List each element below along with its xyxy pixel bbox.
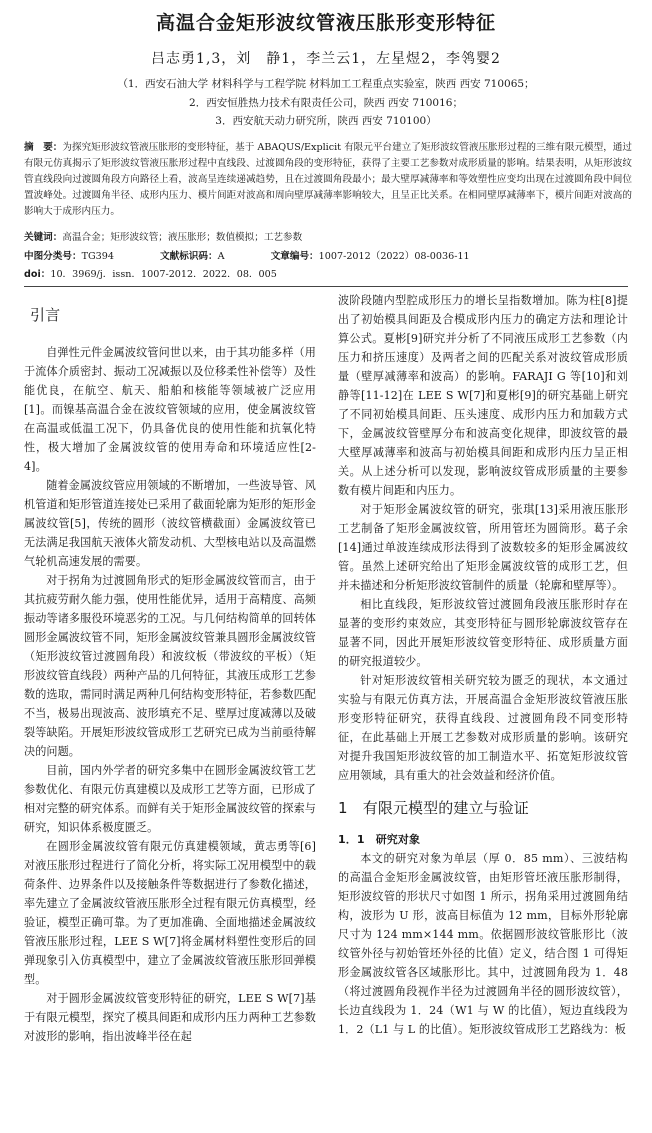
keywords [24,229,632,243]
keywords-text: 高温合金；矩形波纹管；液压胀形；数值模拟；工艺参数 [62,232,303,243]
classification-line [24,248,632,262]
body-paragraph: 波阶段随内型腔成形压力的增长呈指数增加。陈为柱[8]提出了初始模具间距及合模成形内压力的确定方法和理论计算公式。夏彬[9]研究并分析了不同液压成形工艺参数（内压力和挤压速度）及两者之间的匹配关系对波纹管成形质量（壁厚减薄率和波高）的影响。FARAJI G 等[10]和刘静等[11-12]在 LEE S W[7]和夏彬[9]的研究基础上研究了不同初始模具间距、压头速度、成形内压力和加载方式下，金属波纹管壁厚分布和波高变化规律，即波纹管的最大壁厚减薄率和波高与初始模具间距和成形内压力呈正相关。从上述分析可以发现，影响波纹管成形质量的主要参数有模片间距和内压力。 [338,294,628,497]
affiliation-2: 2．西安恒胜热力技术有限责任公司，陕西 西安 710016； [189,97,463,109]
body-paragraph: 在圆形金属波纹管有限元仿真建模领域，黄志勇等[6]对液压胀形过程进行了简化分析，将实际工况用模型中的载荷条件、边界条件以及接触条件等数据进行了参数化描述，率先建立了金属波纹管液压胀形全过程有限元仿真模型，经验证，模型正确可靠。为了更加准确、全面地描述金属波纹管液压胀形过程，LEE S W[7]将金属材料塑性变形后的回弹现象引入仿真模型中，建立了金属波纹管液压胀形回弹模型。 [24,840,316,986]
body-paragraph: 目前，国内外学者的研究多集中在圆形金属波纹管工艺参数优化、有限元仿真建模以及成形工艺等方面，已形成了相对完整的研究体系。而鲜有关于矩形金属波纹管的探索与研究，知识体系极度匮乏。 [24,764,316,834]
body-paragraph: 对于拐角为过渡圆角形式的矩形金属波纹管而言，由于其抗疲劳耐久能力强，使用性能优异，适用于高精度、高频振动等诸多服役环境恶劣的工况。与几何结构简单的回转体圆形金属波纹管不同，矩形金属波纹管兼具圆形金属波纹管（矩形波纹管过渡圆角段）和波纹板（带波纹的平板）（矩形波纹管直线段）两种产品的几何特征，其液压成形工艺参数的选取，需同时满足两种几何结构变形特征，若参数匹配不当，极易出现波高、波形填充不足、壁厚过度减薄以及破裂等缺陷。开展矩形波纹管成形工艺研究已成为当前亟待解决的问题。 [24,574,316,758]
doc-code-label: 文献标识码： [160,251,218,262]
body-paragraph: 针对矩形波纹管相关研究较为匮乏的现状，本文通过实验与有限元仿真方法，开展高温合金矩形波纹管液压胀形变形特征研究，获得直线段、过渡圆角段不同变形特征，在此基础上开展工艺参数对成形质量的影响。该研究对提升我国矩形波纹管的加工制造水平、拓宽矩形波纹管应用领域，具有重大的社会效益和经济价值。 [338,674,628,782]
body-paragraph: 相比直线段，矩形波纹管过渡圆角段液压胀形时存在显著的变形约束效应，其变形特征与圆形轮廓波纹管存在显著不同，因此开展矩形波纹管变形特征、成形质量方面的研究报道较少。 [338,598,628,668]
body-paragraph: 本文的研究对象为单层（厚 0．85 mm）、三波结构的高温合金矩形金属波纹管，由矩形管坯液压胀形制得，矩形波纹管的形状尺寸如图 1 所示，拐角采用过渡圆角结构，波形为 U 形，波高目标值为 12 mm，目标外形轮廓尺寸为 124 mm×144 mm。依据圆形波纹管胀形比（波纹管外径与初始管坯外径的比值）定义，结合图 1 可得矩形金属波纹管各区域胀形比。其中，过渡圆角段为 1．48（将过渡圆角段视作半径为过渡圆角半径的圆形波纹管），长边直线段为 1．24（W1 与 W 的比值），短边直线段为 1．2（L1 与 L 的比值）。矩形波纹管成形工艺路线为：板 [338,852,628,1036]
doi-line [24,266,632,280]
abstract-text: 为探究矩形波纹管液压胀形的变形特征，基于 ABAQUS/Explicit 有限元平台建立了矩形波纹管液压胀形过程的三维有限元模型，通过有限元仿真揭示了矩形波纹管液压胀形过程中直线段、过渡圆角段的变形特征，获得了主要工艺参数对成形质量的影响。结果表明，从矩形波纹管直线段向过渡圆角段方向路径上看，波高呈连续递减趋势，且在过渡圆角段最小；最大壁厚减薄率和等效塑性应变均出现在过渡圆角段中间位置波峰处。过渡圆角半径、成形内压力、模片间距对波高和周向壁厚减薄率影响较大，且呈正比关系。在相同壁厚减薄率下，模片间距对波高的影响大于成形内压力。 [24,142,632,217]
header-divider [24,286,628,287]
doc-code-value: A [217,251,225,262]
author-list: 吕志勇1,3，刘 静1，李兰云1，左星煜2，李鸰婴2 [151,51,501,67]
clc-label: 中图分类号： [24,251,82,262]
body-paragraph: 自弹性元件金属波纹管问世以来，由于其功能多样（用于流体介质密封、振动工况减振以及位移柔性补偿等）及性能优良，在航空、航天、船舶和核能等领域被广泛应用[1]。而镍基高温合金在波纹管领域的应用，使金属波纹管在高温或低温工况下，仍具备优良的使用性能和抗氧化特性，极大增加了金属波纹管的使用寿命和环境适应性[2-4]。 [24,346,316,473]
paper-title: 高温合金矩形波纹管液压胀形变形特征 [155,12,496,34]
body-paragraph: 随着金属波纹管应用领域的不断增加，一些波导管、风机管道和矩形管道连接处已采用了截面轮廓为矩形的矩形金属波纹管[5]，传统的圆形（波纹管横截面）金属波纹管已无法满足我国航天液体火箭发动机、大型核电站以及高温燃气轮机高速发展的需要。 [24,479,316,568]
section-heading-intro: 引言 [30,306,61,324]
affiliation-1: （1．西安石油大学 材料科学与工程学院 材料加工工程重点实验室，陕西 西安 710065； [117,78,535,90]
body-paragraph: 对于圆形金属波纹管变形特征的研究，LEE S W[7]基于有限元模型，探究了模具间距和成形内压力两种工艺参数对波形的影响，指出波峰半径在起 [24,992,316,1043]
abstract [24,140,632,220]
section-heading-1: 1 有限元模型的建立与验证 [338,799,529,817]
doi-value: 10．3969/j．issn．1007-2012．2022．08．005 [50,269,277,280]
subsection-heading-1-1: 1．1 研究对象 [338,833,421,846]
right-column [338,291,628,1039]
article-no-value: 1007-2012（2022）08-0036-11 [318,251,470,262]
article-no-label: 文章编号： [270,251,319,262]
abstract-label: 摘 要： [24,142,63,153]
doi-label: doi： [24,269,51,280]
body-paragraph: 对于矩形金属波纹管的研究，张琪[13]采用液压胀形工艺制备了矩形金属波纹管，所用管坯为圆筒形。葛子余[14]通过单波连续成形法得到了波数较多的矩形金属波纹管。虽然上述研究给出了矩形金属波纹管的成形工艺，但并未描述和分析矩形波纹管制件的质量（轮廓和壁厚等）。 [338,503,628,592]
clc-value: TG394 [81,251,114,262]
keywords-label: 关键词： [24,232,63,243]
affiliation-3: 3．西安航天动力研究所，陕西 西安 710100） [215,115,437,127]
left-column [24,291,316,1046]
